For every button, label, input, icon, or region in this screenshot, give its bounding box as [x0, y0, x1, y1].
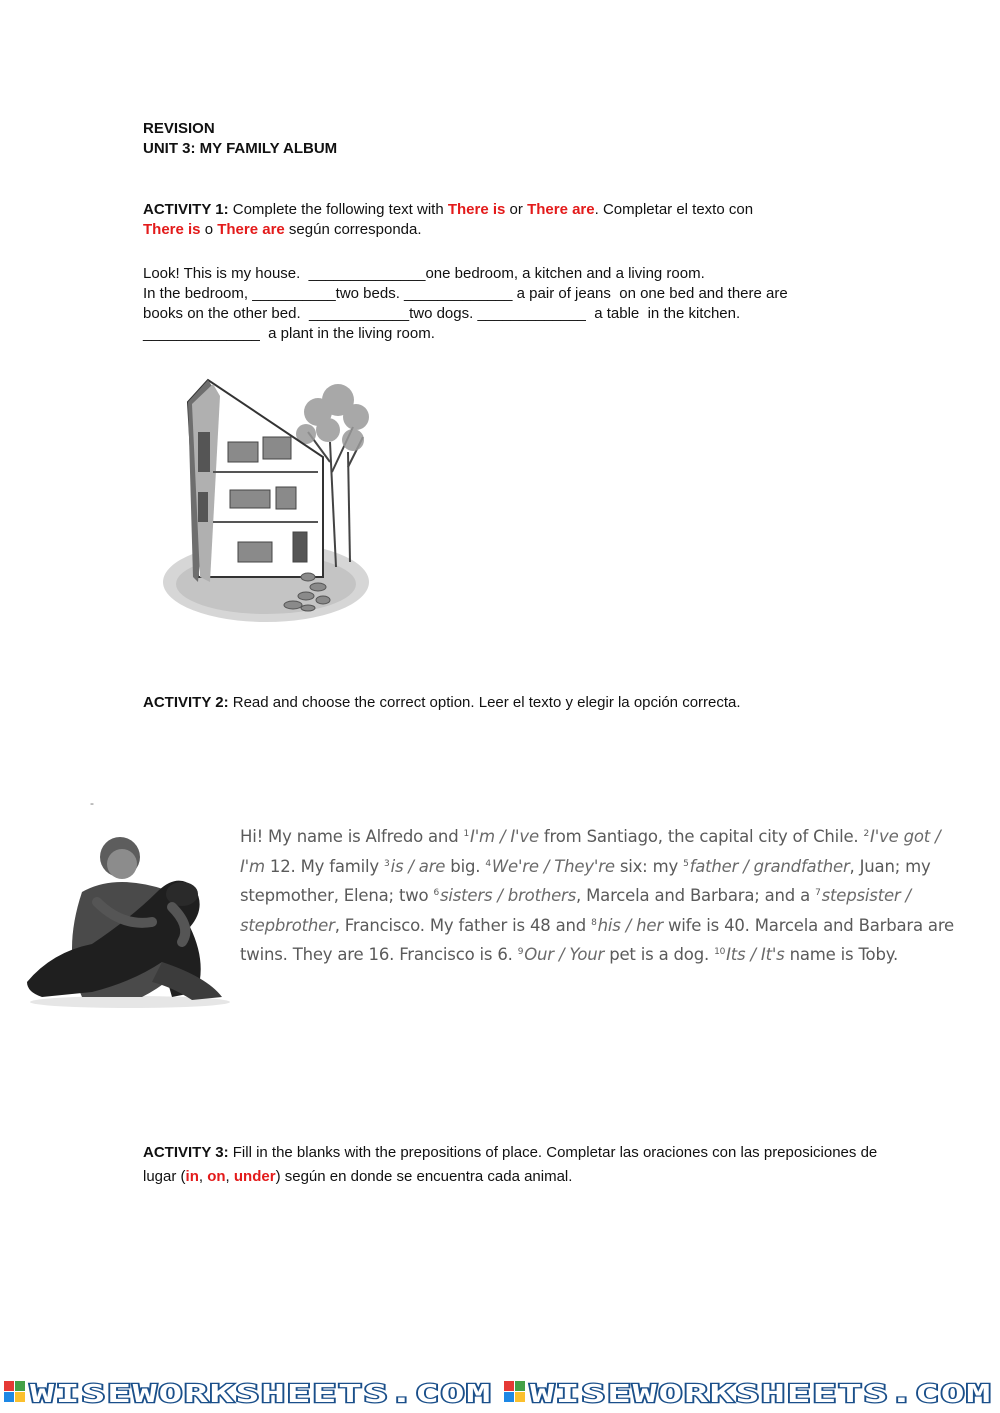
activity1-label: ACTIVITY 1:	[143, 201, 229, 218]
worksheet-heading	[143, 119, 337, 159]
reading-text: six: my	[614, 856, 684, 876]
option-number: 2	[863, 829, 870, 839]
option-number: 4	[485, 858, 491, 869]
blank-6[interactable]: ______________	[143, 325, 260, 342]
option-10[interactable]: Its / It's	[726, 945, 785, 964]
heading-revision: REVISION	[143, 120, 215, 137]
keyword-there-is: There is	[447, 201, 506, 218]
text-line3-a: books on the other bed.	[143, 305, 309, 322]
activity1-intro-c: según corresponda.	[284, 221, 422, 238]
activity3-text-a: Fill in the blanks with the prepositions of place. Completar las oraciones con las preposiciones de lugar (	[143, 1144, 878, 1185]
activity1-instructions	[143, 200, 863, 240]
text-line3-c: a table in the kitchen.	[585, 305, 741, 322]
option-3[interactable]: is / are	[390, 856, 446, 876]
blank-3[interactable]: _____________	[404, 285, 513, 302]
option-6[interactable]: sisters / brothers	[439, 886, 577, 905]
blank-2[interactable]: __________	[252, 285, 336, 302]
option-number: 9	[517, 947, 524, 957]
blank-1[interactable]: ______________	[308, 265, 426, 282]
activity1-o: o	[200, 221, 218, 238]
option-number: 1	[463, 829, 470, 839]
option-7[interactable]: stepsister /	[821, 886, 911, 905]
keyword-on: on	[207, 1168, 226, 1185]
activity2-instructions	[143, 693, 903, 713]
wiseworksheets-logo-icon	[504, 1381, 525, 1402]
brand-text-2: WISEWORKSHEETS.COM	[530, 1379, 992, 1408]
separator: ,	[198, 1168, 208, 1185]
reading-text: name is Toby.	[784, 945, 898, 964]
reading-text: 12. My family	[264, 856, 385, 876]
boy-with-dog-photo	[22, 832, 232, 1010]
reading-passage	[240, 822, 960, 970]
heading-unit: UNIT 3: MY FAMILY ALBUM	[143, 140, 338, 157]
keyword-there-are-2: There are	[217, 221, 285, 238]
reading-text: , Francisco. My father is 48 and	[334, 915, 592, 935]
wiseworksheets-logo-icon	[4, 1381, 25, 1402]
blank-4[interactable]: ____________	[308, 305, 410, 322]
keyword-under: under	[233, 1168, 276, 1185]
text-line2-a: In the bedroom,	[143, 285, 253, 302]
option-number: 7	[815, 888, 821, 898]
activity1-intro-a: Complete the following text with	[228, 201, 448, 218]
reading-text: pet is a dog.	[604, 945, 715, 964]
option-number: 3	[384, 858, 390, 869]
reading-text: , Marcela and Barbara; and a	[576, 886, 816, 905]
option-9[interactable]: Our / Your	[524, 945, 605, 964]
activity1-text	[143, 264, 873, 344]
reading-text: from Santiago, the capital city of Chile.	[538, 827, 864, 846]
option-number: 8	[591, 917, 597, 928]
option-number: 6	[433, 888, 439, 898]
option-4[interactable]: We're / They're	[491, 856, 615, 876]
text-line2-c: a pair of jeans on one bed and there are	[512, 285, 788, 302]
option-8[interactable]: his / her	[597, 915, 663, 935]
keyword-in: in	[185, 1168, 199, 1185]
blank-5[interactable]: _____________	[477, 305, 586, 322]
option-1[interactable]: I'm / I've	[470, 827, 539, 846]
reading-text: big.	[445, 856, 486, 876]
option-number: 5	[683, 858, 689, 869]
reading-text: , Juan; my stepmother, Elena; two	[240, 856, 931, 905]
option-number: 10	[714, 947, 726, 957]
house-illustration	[158, 372, 373, 627]
activity1-intro-b: . Completar el texto con	[594, 201, 754, 218]
text-line1-b: one bedroom, a kitchen and a living room.	[425, 265, 705, 282]
separator: ,	[225, 1168, 234, 1185]
reading-text: wife is 40. Marcela and Barbara are twins. They are 16. Francisco is 6.	[240, 915, 955, 964]
option-2-b[interactable]: I'm	[240, 856, 265, 876]
keyword-there-is-2: There is	[143, 221, 201, 238]
text-line3-b: two dogs.	[409, 305, 478, 322]
text-line2-b: two beds.	[335, 285, 405, 302]
activity2-label: ACTIVITY 2:	[143, 694, 229, 711]
activity3-text-b: ) según en donde se encuentra cada animal.	[275, 1168, 573, 1185]
footer-branding	[0, 1373, 1000, 1413]
option-5[interactable]: father / grandfather	[689, 856, 850, 876]
option-2[interactable]: I've got /	[870, 827, 941, 846]
activity1-or: or	[505, 201, 528, 218]
text-line4-a: a plant in the living room.	[259, 325, 435, 342]
option-7-b[interactable]: stepbrother	[240, 915, 335, 935]
activity3-label: ACTIVITY 3:	[143, 1144, 229, 1161]
brand-text-1: WISEWORKSHEETS.COM	[30, 1379, 492, 1408]
reading-text: Hi! My name is Alfredo and	[240, 827, 464, 846]
stray-dash: -	[90, 796, 94, 810]
keyword-there-are: There are	[527, 201, 595, 218]
activity2-text: Read and choose the correct option. Leer el texto y elegir la opción correcta.	[228, 694, 741, 711]
text-line1-a: Look! This is my house.	[143, 265, 309, 282]
activity3-instructions	[143, 1141, 883, 1189]
